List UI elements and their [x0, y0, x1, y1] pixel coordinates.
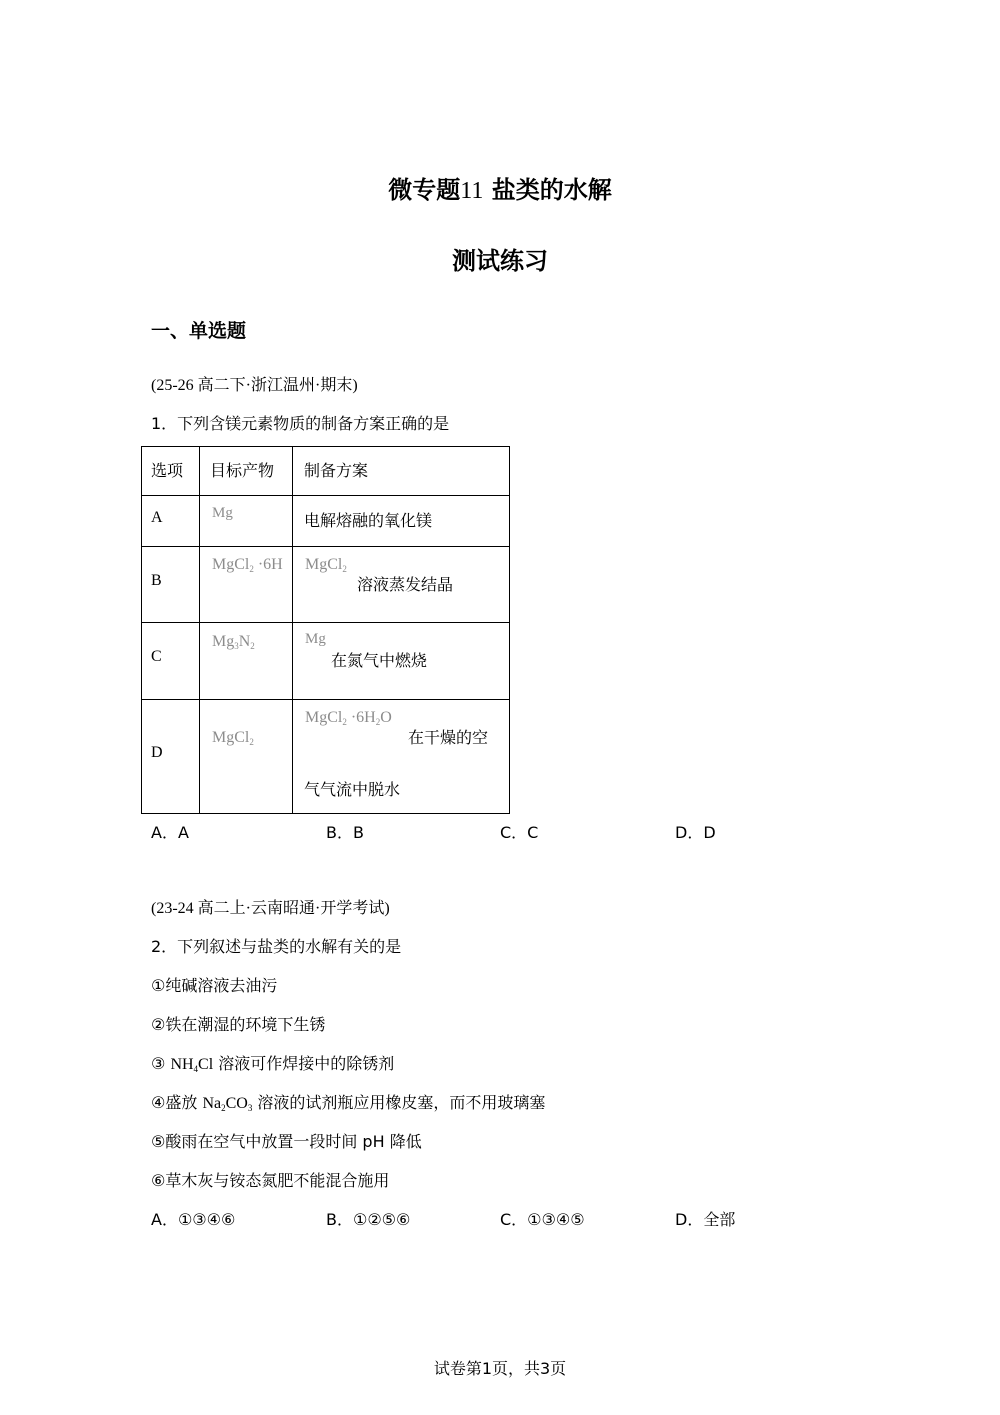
- row-c-plan: 在氮气中燃烧: [331, 651, 428, 670]
- q2-choice-d[interactable]: D．全部: [675, 1210, 736, 1229]
- q1-choice-c[interactable]: C．C: [500, 823, 539, 842]
- q1-stem: 1．下列含镁元素物质的制备方案正确的是: [151, 414, 450, 433]
- q2-choice-b[interactable]: B．①②⑤⑥: [326, 1210, 411, 1229]
- row-c-product: $Mg_3N_2$: [212, 633, 255, 651]
- table-rule: [141, 699, 510, 700]
- q2-source: (23-24 高二上·云南昭通·开学考试): [151, 900, 390, 917]
- table-border: [141, 446, 510, 814]
- table-rule: [141, 622, 510, 623]
- table-rule: [141, 546, 510, 547]
- table-header-option: 选项: [151, 461, 184, 480]
- title-number: 11: [460, 178, 484, 204]
- table-rule: [199, 446, 200, 814]
- row-c-option: C: [151, 648, 162, 665]
- title-topic: 盐类的水解: [491, 176, 612, 204]
- row-a-product: Mg: [212, 505, 233, 521]
- row-a-option: A: [151, 509, 163, 526]
- q2-item-5: ⑤酸雨在空气中放置一段时间 pH 降低: [151, 1132, 422, 1151]
- row-b-reagent: MgCl$_2$: [305, 556, 347, 574]
- q2-item-4: ④盛放 $Na_2CO_3$ 溶液的试剂瓶应用橡皮塞，而不用玻璃塞: [151, 1093, 546, 1113]
- q1-choice-b[interactable]: B．B: [326, 823, 364, 842]
- q2-stem: 2．下列叙述与盐类的水解有关的是: [151, 937, 402, 956]
- title-text-cn: 微专题: [388, 176, 461, 204]
- row-b-option: B: [151, 572, 162, 589]
- row-b-plan: 溶液蒸发结晶: [357, 575, 454, 594]
- row-d-product: MgCl$_2$: [212, 729, 254, 747]
- row-b-product: MgCl$_2$ ·6H: [212, 556, 283, 574]
- row-d-reagent: MgCl$_2$ $\cdot 6H_2O$: [305, 709, 392, 727]
- table-header-product: 目标产物: [210, 461, 275, 480]
- q2-choice-c[interactable]: C．①③④⑤: [500, 1210, 585, 1229]
- page-footer: 试卷第1页，共3页: [433, 1359, 567, 1378]
- q2-item-6: ⑥草木灰与铵态氮肥不能混合施用: [151, 1171, 390, 1190]
- row-c-reagent: Mg: [305, 631, 326, 647]
- q2-item-1: ①纯碱溶液去油污: [151, 976, 278, 995]
- q2-item-2: ②铁在潮湿的环境下生锈: [151, 1015, 326, 1034]
- document-subtitle: 测试练习: [452, 247, 548, 275]
- q2-choice-a[interactable]: A．①③④⑥: [151, 1210, 236, 1229]
- row-d-option: D: [151, 744, 163, 761]
- document-title: [0, 170, 1000, 205]
- q1-source: (25-26 高二下·浙江温州·期末): [151, 377, 358, 394]
- section-heading: 一、单选题: [151, 320, 247, 342]
- q1-choice-d[interactable]: D．D: [675, 823, 716, 842]
- table-rule: [292, 446, 293, 814]
- table-header-plan: 制备方案: [304, 461, 369, 480]
- q1-choice-a[interactable]: A．A: [151, 823, 189, 842]
- q2-item-3: ③ $NH_4Cl$ 溶液可作焊接中的除锈剂: [151, 1054, 395, 1074]
- row-a-plan: 电解熔融的氧化镁: [304, 511, 433, 530]
- row-d-plan-line2: 气气流中脱水: [304, 780, 401, 799]
- table-rule: [141, 495, 510, 496]
- row-d-plan-line1: 在干燥的空: [408, 728, 489, 747]
